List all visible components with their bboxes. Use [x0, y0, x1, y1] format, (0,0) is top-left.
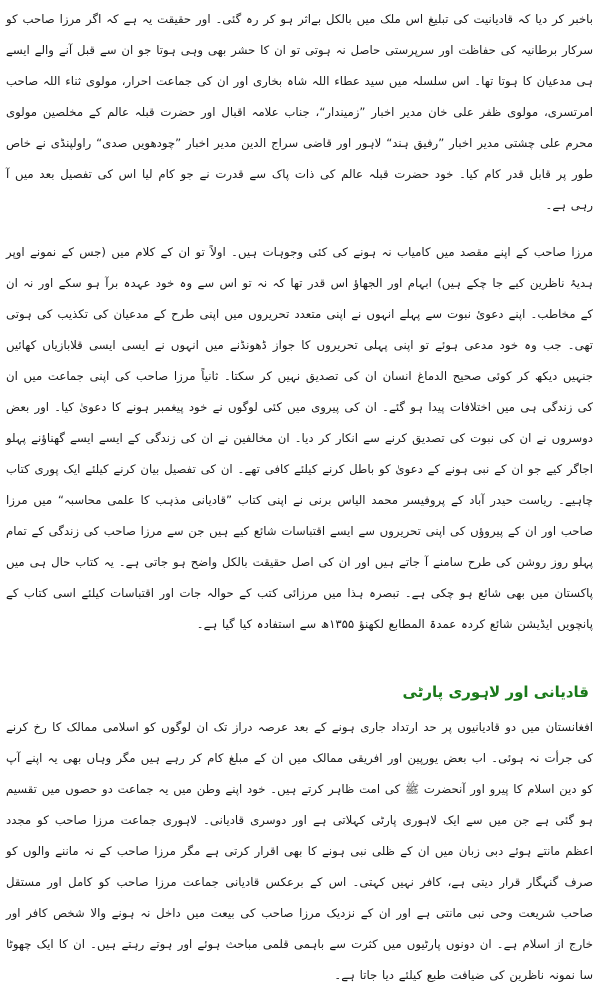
paragraph-3: افغانستان میں دو قادیانیوں پر حد ارتداد جاری ہونے کے بعد عرصہ دراز تک ان لوگوں کو اسلامی ممالک کا رخ کرنے کی جرأت نہ ہوئی۔ اب بعض یورپین اور افریقی ممالک میں ان کے مبلغ کام کر رہے ہیں مگر وہاں بھی یہ اپنے آپ کو دین اسلام کا پیرو اور آنحضرت ﷺ کی امت ظاہر کرتے ہیں۔ خود اپنے وطن میں یہ جماعت دو حصوں میں تقسیم ہو گئی ہے جن میں سے ایک لاہوری پارٹی کہلاتی ہے اور دوسری قادیانی۔ لاہوری جماعت مرزا صاحب کو مجدد اعظم مانتے ہوئے دبی زبان میں ان کے ظلی نبی ہونے کا بھی اقرار کرتی ہے مگر مرزا صاحب کے نہ ماننے والوں کو صرف گنہگار قرار دیتی ہے، کافر نہیں کہتی۔ اس کے برعکس قادیانی جماعت مرزا صاحب کو کامل اور مستقل صاحب شریعت وحی نبی مانتی ہے اور ان کے نزدیک مرزا صاحب کی بیعت میں داخل نہ ہونے والا شخص کافر اور خارج از اسلام ہے۔ ان دونوں پارٹیوں میں کثرت سے باہمی قلمی مباحث ہوئے اور ہوتے رہتے ہیں۔ ان کا ایک چھوٹا سا نمونہ ناظرین کی ضیافت طبع کیلئے دیا جاتا ہے۔	[6, 720, 593, 982]
book-page	[6, 4, 593, 982]
paragraph-1: باخبر کر دیا کہ قادیانیت کی تبلیغ اس ملک میں بالکل بےاثر ہو کر رہ گئی۔ اور حقیقت یہ ہے کہ اگر مرزا صاحب کو سرکار برطانیہ کی حفاظت اور سرپرستی حاصل نہ ہوتی تو ان کا حشر بھی وہی ہوتا جو ان سے قبل آنے والے ایسے ہی مدعیان کا ہوتا تھا۔ اس سلسلہ میں سید عطاء اللہ شاہ بخاری اور ان کی جماعت احرار، مولوی ثناء اللہ صاحب امرتسری، مولوی ظفر علی خان مدیر اخبار ”زمیندار“، جناب علامہ اقبال اور حضرت قبلہ عالم کے مخلصین مولوی محرم علی چشتی مدیر اخبار ”رفیق ہند“ لاہور اور قاضی سراج الدین مدیر اخبار ”چودھویں صدی“ راولپنڈی نے خاص طور پر قابل قدر کام کیا۔ خود حضرت قبلہ عالم کی ذات پاک سے قدرت نے جو کام لیا اس کی تفصیل بعد میں آ رہی ہے۔	[6, 12, 593, 212]
paragraph-2: مرزا صاحب کے اپنے مقصد میں کامیاب نہ ہونے کی کئی وجوہات ہیں۔ اولاً تو ان کے کلام میں (جس کے نمونے اوپر ہدیۂ ناظرین کیے جا چکے ہیں) ابہام اور الجھاؤ اس قدر تھا کہ نہ تو اس سے وہ خود عہدہ برآ ہو سکے اور نہ ان کے مخاطب۔ اپنے دعویٔ نبوت سے پہلے انہوں نے اپنی متعدد تحریروں میں اپنی طرح کے مدعیان کی تکذیب کی ہوتی تھی۔ جب وہ خود مدعی ہوئے تو اپنی پہلی تحریروں کا جواز ڈھونڈنے میں انہوں نے ایسی ایسی قلابازیاں کھائیں جنہیں دیکھ کر کوئی صحیح الدماغ انسان ان کی تصدیق نہیں کر سکتا۔ ثانیاً مرزا صاحب کی اپنی جماعت میں ان کی زندگی ہی میں اختلافات پیدا ہو گئے۔ ان کی پیروی میں کئی لوگوں نے خود پیغمبر ہونے کا دعویٰ کیا۔ اور بعض دوسروں نے ان کی نبوت کی تصدیق کرنے سے انکار کر دیا۔ ان مخالفین نے ان کی زندگی کے ایسے ایسے گھناؤنے پہلو اجاگر کیے جو ان کے نبی ہونے کے دعویٰ کو باطل کرنے کیلئے کافی تھے۔ ان کی تفصیل بیان کرنے کیلئے ایک پوری کتاب چاہیے۔ ریاست حیدر آباد کے پروفیسر محمد الیاس برنی نے اپنی کتاب ”قادیانی مذہب کا علمی محاسبہ“ میں مرزا صاحب اور ان کے پیروؤں کی اپنی تحریروں سے ایسے اقتباسات شائع کیے ہیں جن سے مرزا صاحب کی زندگی کے تمام پہلو روز روشن کی طرح سامنے آ جاتے ہیں اور ان کی اصل حقیقت بالکل واضح ہو جاتی ہے۔ یہ کتاب حال ہی میں پاکستان میں بھی شائع ہو چکی ہے۔ تبصرہ ہذا میں مرزائی کتب کے حوالہ جات اور اقتباسات کیلئے اسی کتاب کے پانچویں ایڈیشن شائع کردہ عمدۃ المطابع لکھنؤ ۱۳۵۵ھ سے استفادہ کیا گیا ہے۔	[6, 245, 593, 631]
section-heading: قادیانی اور لاہوری پارٹی	[402, 683, 589, 701]
